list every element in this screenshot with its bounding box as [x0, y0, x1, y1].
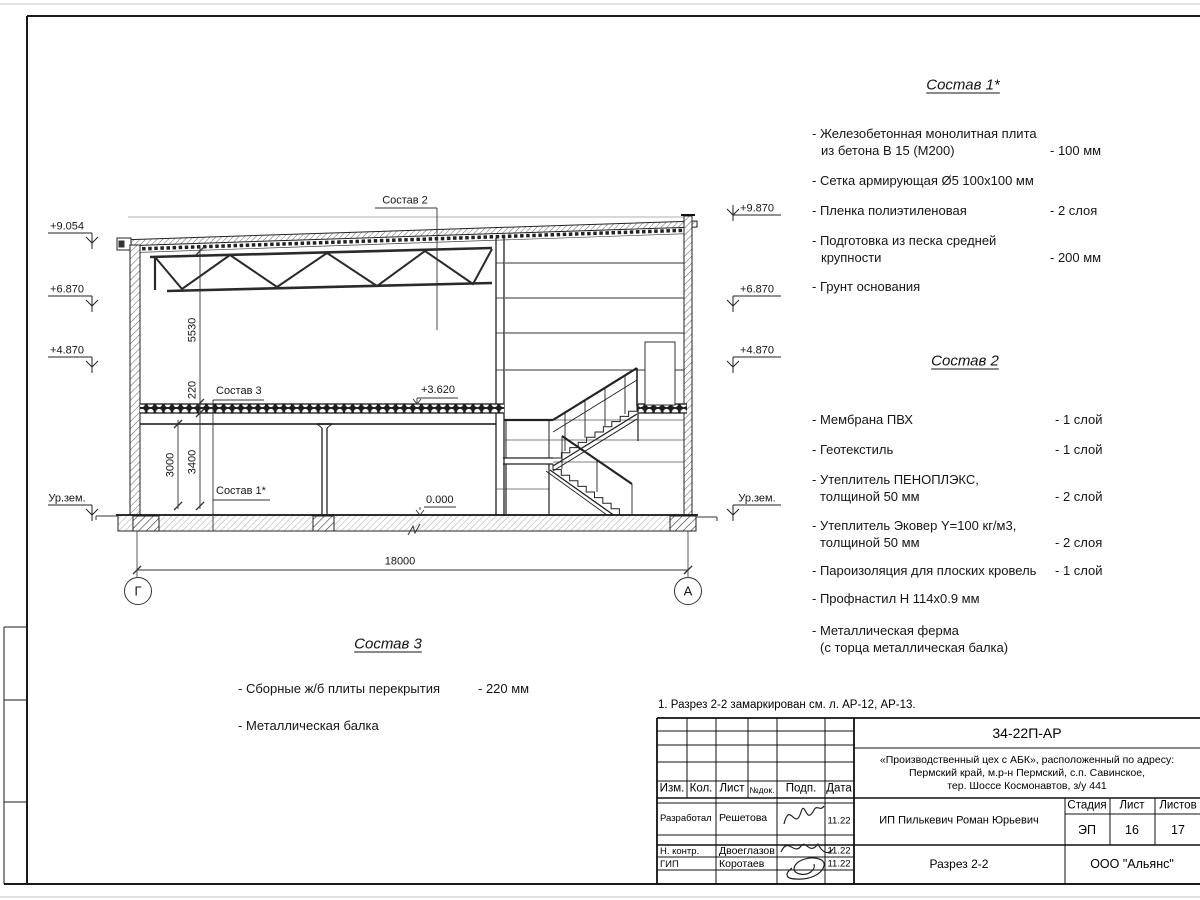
dim-18000: 18000 [384, 555, 416, 568]
tb-sheet-header: Лист [1119, 799, 1145, 812]
comp1-title: Состав 1* [926, 76, 1000, 94]
elevation-marks-right [727, 202, 781, 521]
comp3-item1: - Сборные ж/б плиты перекрытия [238, 681, 441, 696]
comp1-item1-line1: - Железобетонная монолитная плита [812, 126, 1037, 141]
tb-date-gip: 11.22 [827, 858, 851, 870]
comp2-item1: - Мембрана ПВХ [812, 412, 913, 427]
comp2-title: Состав 2 [931, 352, 999, 370]
truss-bottom-chord [167, 283, 492, 291]
tb-header-izm: Изм. [659, 782, 685, 795]
tb-drawing-title: Разрез 2-2 [929, 857, 989, 871]
staircase [503, 368, 637, 523]
door-opening [645, 342, 675, 405]
axis-letter-left: Г [134, 583, 142, 599]
tb-company: ООО "Альянс" [1090, 856, 1174, 871]
comp2-item4-line2: толщиной 50 мм [820, 535, 920, 550]
comp2-item4-line1: - Утеплитель Эковер Y=100 кг/м3, [812, 518, 1017, 533]
comp2-item1-value: - 1 слой [1055, 412, 1103, 427]
comp2-item5: - Пароизоляция для плоских кровель [812, 563, 1037, 578]
elevation-left-ground: Ур.зем. [48, 492, 86, 505]
comp2-item3-value: - 2 слой [1055, 489, 1103, 504]
tb-name-developer: Решетова [719, 812, 768, 824]
upper-flight-steps [553, 406, 637, 458]
elevation-right-ground: Ур.зем. [738, 492, 776, 505]
comp2-item5-value: - 1 слой [1055, 563, 1103, 578]
label-level0: 0.000 [426, 494, 454, 506]
tb-date-ncontrol: 11.22 [827, 845, 851, 857]
tb-stage-header: Стадия [1067, 799, 1107, 812]
axis-letter-right: А [683, 583, 693, 599]
comp1-item1-line2: из бетона В 15 (М200) [821, 143, 955, 158]
elevation-right-truss: +6.870 [740, 283, 774, 296]
lower-flight-steps [553, 464, 619, 514]
section-drawing [96, 215, 717, 535]
elevation-left-wall: +4.870 [50, 344, 84, 357]
comp1-item5: - Грунт основания [812, 279, 921, 294]
elevation-left-roof: +9.054 [50, 220, 84, 233]
comp1-item2: - Сетка армирующая Ø5 100х100 мм [812, 173, 1034, 188]
dim-3000: 3000 [164, 452, 177, 478]
comp1-item4-value: - 200 мм [1050, 250, 1102, 265]
comp3-item1-value: - 220 мм [478, 681, 530, 696]
tb-project-line3: тер. Шоссе Космонавтов, з/у 441 [947, 779, 1107, 792]
comp1-item4-line1: - Подготовка из песка средней [812, 233, 997, 248]
comp1-item3: - Пленка полиэтиленовая [812, 203, 967, 218]
sheet-note: 1. Разрез 2-2 замаркирован см. л. АР-12, АР-13. [658, 699, 916, 711]
tb-doc-number: 34-22П-АР [992, 725, 1062, 741]
tb-project-line2: Пермский край, м.р-н Пермский, с.п. Савинское, [909, 766, 1145, 779]
comp2-item4-value: - 2 слоя [1055, 535, 1103, 550]
comp2-item6: - Профнастил Н 114х0.9 мм [812, 591, 980, 606]
middle-column [317, 424, 332, 514]
comp2-item7-line1: - Металлическая ферма [812, 623, 959, 638]
label-sostav3: Состав 3 [216, 385, 262, 397]
tb-sheets-value: 17 [1171, 822, 1185, 837]
elevation-right-wall: +4.870 [740, 344, 774, 357]
label-level2: +3.620 [421, 384, 455, 396]
tb-header-list: Лист [719, 782, 745, 795]
label-leaders [213, 208, 458, 531]
tb-name-ncontrol: Двоеглазов [719, 845, 775, 857]
dim-5530: 5530 [186, 317, 199, 343]
ground-floor-slab [96, 515, 717, 535]
elevation-right-parapet: +9.870 [740, 202, 774, 215]
comp1-item3-value: - 2 слоя [1050, 203, 1098, 218]
comp2-item3-line1: - Утеплитель ПЕНОПЛЭКС, [812, 472, 979, 487]
tb-date-developer: 11.22 [827, 815, 851, 827]
roof-truss [150, 248, 492, 291]
comp3-item2: - Металлическая балка [238, 718, 379, 733]
tb-name-gip: Коротаев [719, 858, 765, 870]
comp1-item1-value: - 100 мм [1050, 143, 1102, 158]
tb-stage-value: ЭП [1078, 822, 1096, 837]
tb-sheet-value: 16 [1125, 822, 1139, 837]
tb-role-ncontrol: Н. контр. [660, 846, 700, 857]
tb-header-data: Дата [826, 782, 852, 795]
signature-reshetova [784, 806, 824, 824]
comp2-item2-value: - 1 слой [1055, 442, 1103, 457]
upper-flight-railing [553, 368, 637, 420]
comp3-title: Состав 3 [354, 635, 422, 653]
tb-project-line1: «Производственный цех с АБК», расположенный по адресу: [879, 753, 1175, 766]
left-parapet [117, 238, 131, 250]
span-dimension [125, 531, 702, 605]
comp2-item2: - Геотекстиль [812, 442, 894, 457]
label-sostav1: Состав 1* [216, 485, 266, 497]
tb-header-ndoc: №док. [749, 784, 775, 795]
tb-sheets-header: Листов [1159, 799, 1197, 812]
tb-role-developer: Разработал [660, 813, 712, 824]
tb-header-kol: Кол. [689, 782, 713, 795]
left-wall [130, 245, 140, 515]
label-sostav2: Состав 2 [382, 194, 428, 207]
signature-korotaev [787, 858, 824, 879]
right-wall [684, 216, 692, 515]
tb-client: ИП Пилькевич Роман Юрьевич [879, 814, 1039, 827]
dim-3400: 3400 [186, 449, 199, 475]
dim-220: 220 [186, 380, 199, 400]
elevation-marks-left [48, 233, 98, 521]
middle-wall [496, 238, 504, 515]
tb-role-gip: ГИП [660, 859, 679, 870]
comp1-item4-line2: крупности [821, 250, 882, 265]
comp2-item3-line2: толщиной 50 мм [820, 489, 920, 504]
roof [118, 221, 697, 253]
tb-header-podp: Подп. [785, 782, 817, 795]
comp2-item7-line2: (с торца металлическая балка) [820, 640, 1009, 655]
elevation-left-truss: +6.870 [50, 283, 84, 296]
